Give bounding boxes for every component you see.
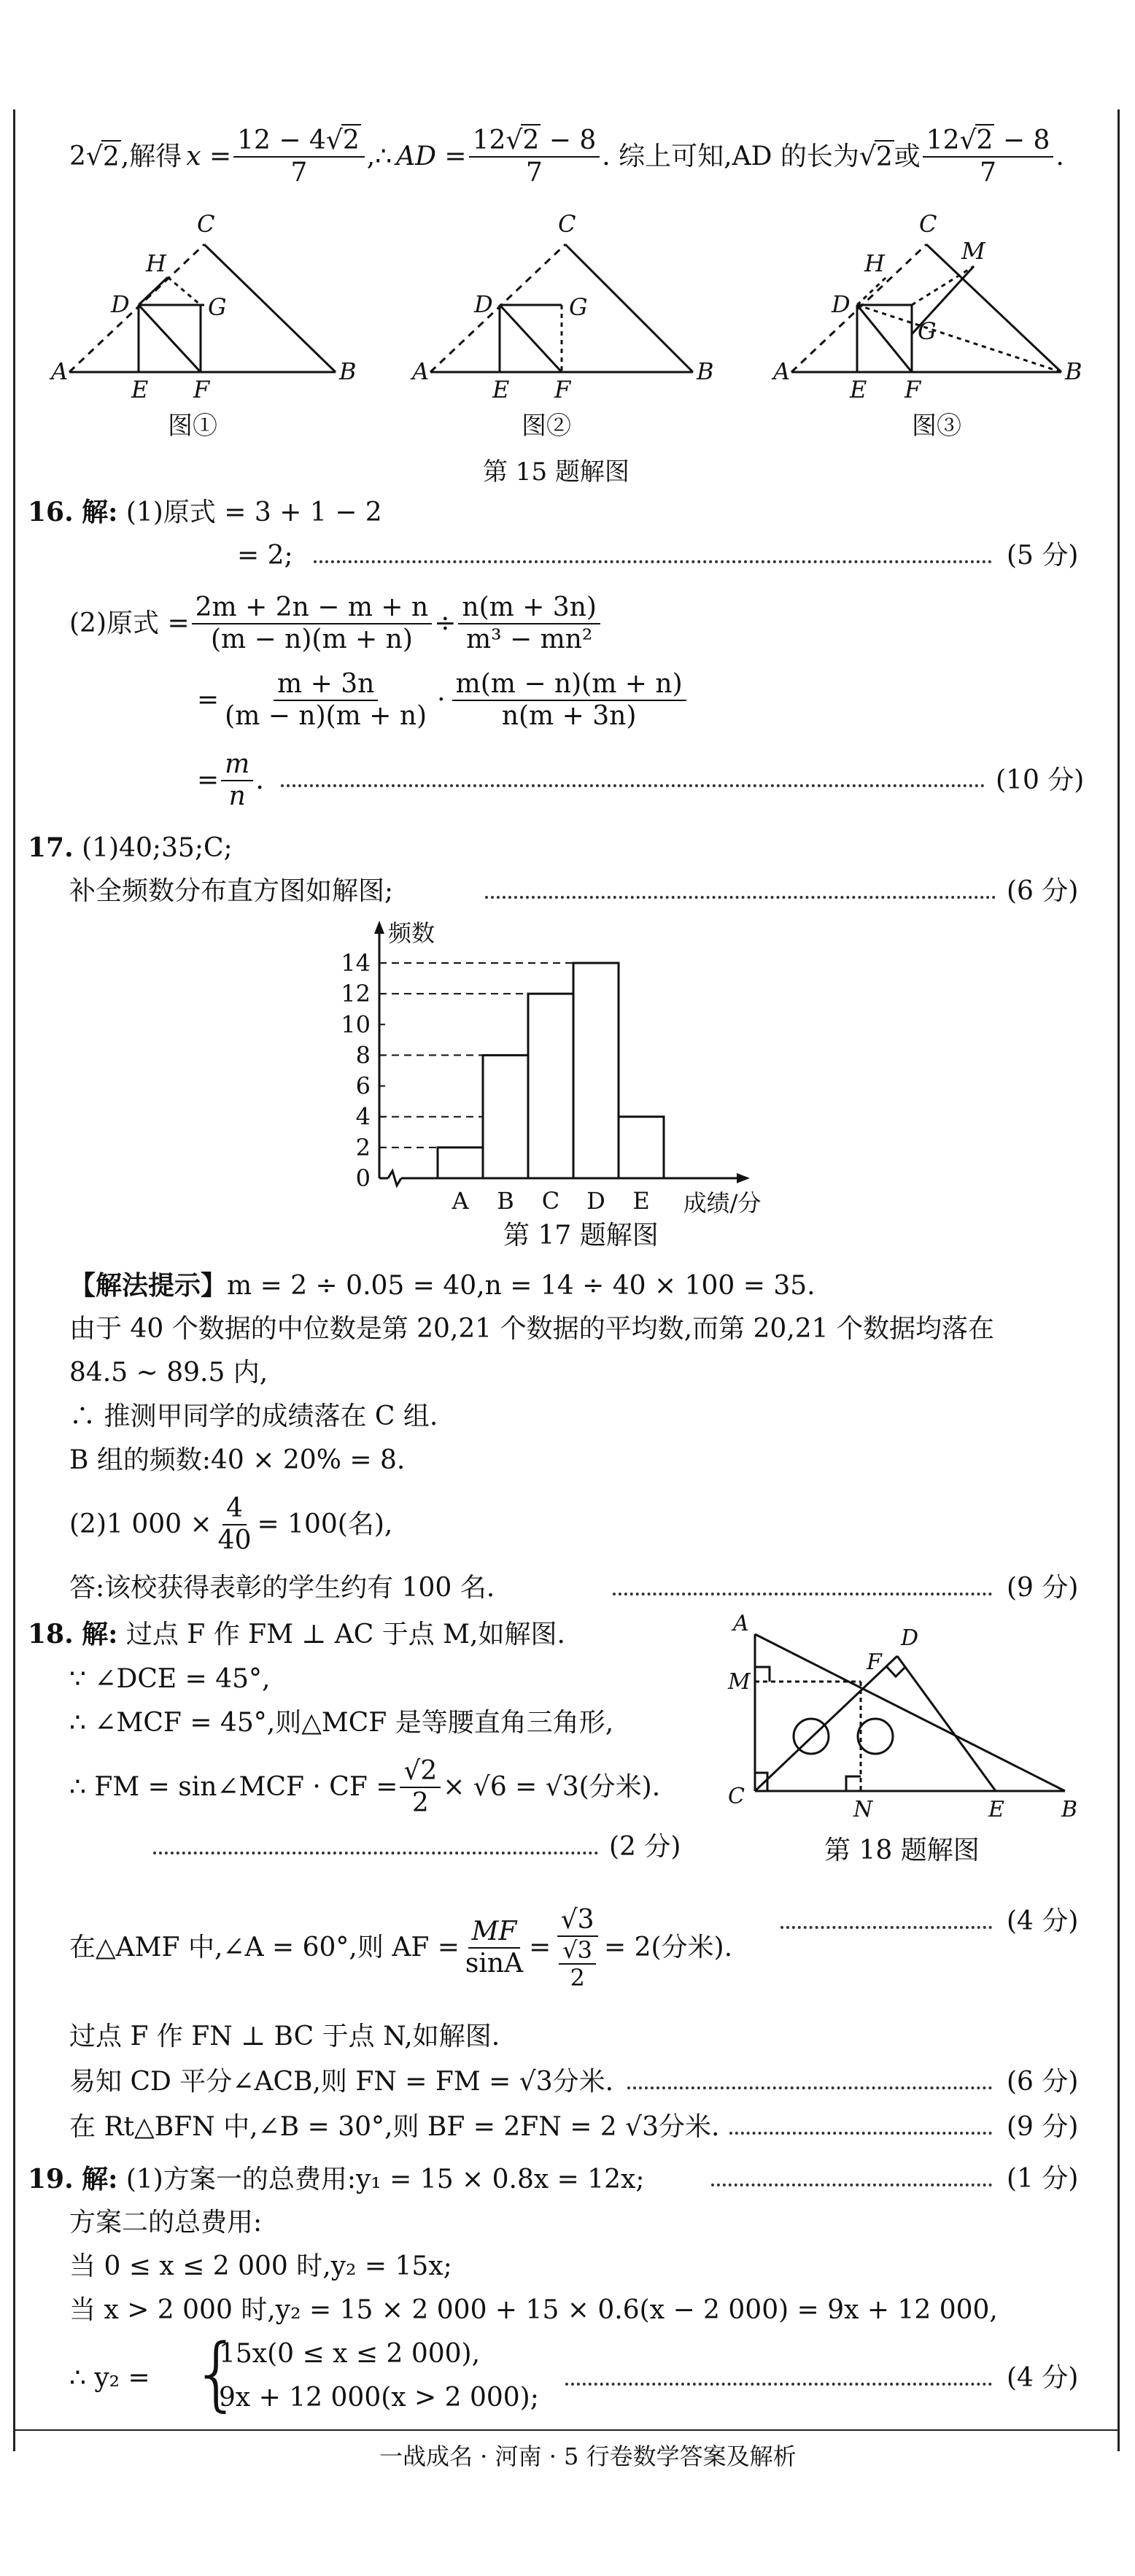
x-tick-label: A bbox=[452, 1187, 469, 1215]
q17-p2 bbox=[69, 1488, 392, 1561]
q15-figures bbox=[0, 204, 1135, 511]
f3-H: H bbox=[864, 250, 885, 277]
q18-D: D bbox=[901, 1625, 919, 1651]
frac1-rad: 2 bbox=[342, 125, 360, 155]
f1-G: G bbox=[208, 293, 227, 321]
q18-caption: 第 18 题解图 bbox=[824, 1836, 980, 1865]
q18-leader-1 bbox=[153, 1852, 598, 1854]
q16-f2-den: m³ − mn² bbox=[465, 624, 593, 654]
q18-leader-2 bbox=[780, 1926, 992, 1929]
q16-period: . bbox=[255, 765, 264, 795]
q18-l5b: = 2(分米). bbox=[604, 1933, 733, 1962]
ad-equals: AD = bbox=[396, 142, 467, 171]
q18-num: 18. bbox=[28, 1619, 74, 1649]
f3-F: F bbox=[904, 376, 921, 403]
q18-l3: ∴ ∠MCF = 45°,则△MCF 是等腰直角三角形, bbox=[69, 1708, 614, 1738]
fraction-x: $\frac{12 - 4√2}{7}$ bbox=[233, 125, 365, 188]
q18-score3: (6 分) bbox=[1007, 2067, 1079, 2097]
x-tick-label: B bbox=[497, 1187, 514, 1215]
q16-f2-num: n(m + 3n) bbox=[458, 592, 600, 624]
q17-bfreq: B 组的频数:40 × 20% = 8. bbox=[69, 1445, 406, 1475]
q18-inner-num: √3 bbox=[559, 1937, 596, 1965]
q16-p2-line1 bbox=[69, 587, 603, 660]
q18-figure bbox=[722, 1605, 1101, 1838]
q18-head bbox=[28, 1618, 565, 1651]
q18-l4a: ∴ FM = sin∠MCF · CF = bbox=[69, 1772, 398, 1802]
q18-frac1 bbox=[400, 1756, 441, 1819]
q16-head bbox=[28, 496, 382, 529]
q17-score1: (6 分) bbox=[1007, 876, 1079, 906]
q17-head bbox=[28, 832, 233, 865]
q16-dot: · bbox=[437, 685, 446, 715]
q18-leader-3 bbox=[627, 2086, 992, 2089]
q18-right-angle-m bbox=[755, 1667, 770, 1682]
x-tick-label: E bbox=[632, 1187, 650, 1215]
period: . bbox=[1055, 142, 1064, 171]
q18-N: N bbox=[853, 1797, 873, 1822]
q16-eq1: = bbox=[197, 685, 220, 715]
q17-num: 17. bbox=[28, 832, 74, 863]
x-tick-label: C bbox=[541, 1187, 560, 1215]
x-tick-label: D bbox=[586, 1187, 605, 1215]
y-axis-label: 频数 bbox=[388, 919, 435, 947]
q16-frac3 bbox=[221, 669, 430, 732]
q17-frac-den: 40 bbox=[217, 1525, 252, 1555]
q16-score2: (10 分) bbox=[996, 765, 1085, 795]
q16-leader-2 bbox=[281, 784, 985, 787]
q18-line-cd bbox=[755, 1656, 897, 1791]
bar-B bbox=[483, 1055, 528, 1178]
q19-leader-2 bbox=[565, 2383, 992, 2386]
q18-B: B bbox=[1061, 1797, 1078, 1822]
q17-frac-num: 4 bbox=[222, 1493, 247, 1525]
q19-brace: { bbox=[191, 2326, 242, 2420]
q16-f3-den: (m − n)(m + n) bbox=[225, 701, 427, 731]
q17-p2-a: (2)1 000 × bbox=[69, 1509, 212, 1539]
q18-frac2-num: MF bbox=[468, 1916, 521, 1949]
f1-F: F bbox=[193, 376, 210, 403]
y-tick-label: 12 bbox=[341, 980, 371, 1008]
q18-l6: 过点 F 作 FN ⊥ BC 于点 N,如解图. bbox=[69, 2022, 500, 2051]
q16-frac4 bbox=[452, 669, 686, 732]
q19-leader-1 bbox=[711, 2184, 992, 2186]
or-text: 或 bbox=[894, 142, 921, 171]
q18-side-ab bbox=[755, 1634, 1065, 1791]
bar-E bbox=[619, 1117, 664, 1178]
q18-score2: (4 分) bbox=[1007, 1906, 1079, 1936]
fraction-ad-alt: 12√2 − 8 7 bbox=[923, 125, 1054, 188]
fraction-ad: $\frac{12√2 - 8}{7}$ bbox=[469, 125, 600, 188]
q16-f4-den: n(m + 3n) bbox=[501, 701, 637, 731]
summary-text: . 综上可知,AD 的长为 bbox=[602, 142, 859, 171]
q18-line-de bbox=[897, 1656, 996, 1791]
q17-leader-2 bbox=[613, 1593, 992, 1596]
f3-E: E bbox=[850, 376, 867, 403]
f2-C: C bbox=[558, 210, 576, 238]
q18-right-angle-d bbox=[886, 1666, 906, 1676]
f2-F: F bbox=[554, 376, 571, 403]
f1-B: B bbox=[339, 357, 357, 385]
frac2-num-b: − 8 bbox=[541, 125, 597, 155]
q16-f3-num: m + 3n bbox=[274, 669, 378, 701]
q16-f5-num: m bbox=[221, 749, 253, 781]
fig15-cap3: 图③ bbox=[912, 411, 961, 441]
radical-sign-2: √ bbox=[859, 142, 876, 171]
f3-B: B bbox=[1065, 357, 1082, 385]
q18-E: E bbox=[988, 1797, 1004, 1822]
q16-p2-line3 bbox=[197, 744, 264, 817]
footer-rule bbox=[13, 2429, 1120, 2431]
fig15-caption: 第 15 题解图 bbox=[483, 457, 630, 487]
q18-inner-den: 2 bbox=[570, 1964, 585, 1992]
fig15-cap1: 图① bbox=[168, 411, 217, 441]
frac1-den: 7 bbox=[290, 158, 308, 187]
q16-f5-den: n bbox=[228, 781, 246, 811]
q18-leader-4 bbox=[729, 2132, 992, 2135]
q18-frac2 bbox=[462, 1916, 527, 1979]
f1-H: H bbox=[146, 250, 166, 277]
frac2-den: 7 bbox=[525, 158, 543, 187]
f1-C: C bbox=[197, 210, 215, 238]
y-tick-label: 0 bbox=[355, 1164, 371, 1192]
f2-B: B bbox=[697, 357, 714, 385]
q16-frac2 bbox=[458, 592, 600, 655]
f2-G: G bbox=[569, 293, 588, 321]
y-tick-label: 10 bbox=[341, 1010, 371, 1039]
q18-frac3-num: √3 bbox=[557, 1905, 598, 1937]
q17-p2-b: = 100(名), bbox=[257, 1509, 393, 1539]
bar-A bbox=[438, 1148, 483, 1178]
q16-f4-num: m(m − n)(m + n) bbox=[452, 669, 686, 701]
lead-radicand: 2 bbox=[101, 140, 121, 174]
q18-l2: ∵ ∠DCE = 45°, bbox=[69, 1664, 271, 1694]
f3-A: A bbox=[773, 357, 791, 385]
therefore-text: ,∴ bbox=[366, 142, 392, 171]
y-tick-label: 4 bbox=[355, 1102, 371, 1131]
f3-M: M bbox=[961, 237, 985, 265]
footer-text: 一战成名 · 河南 · 5 行卷数学答案及解析 bbox=[379, 2442, 797, 2470]
bar-C bbox=[528, 994, 573, 1178]
q19-l5-lead: ∴ y₂ = bbox=[69, 2363, 150, 2393]
x-equals: x = bbox=[186, 142, 232, 171]
bar-D bbox=[573, 963, 619, 1178]
q18-circle-2 bbox=[858, 1719, 893, 1754]
fig15-1 bbox=[69, 244, 336, 372]
q18-frac1-den: 2 bbox=[411, 1788, 429, 1818]
q19-head bbox=[28, 2163, 645, 2196]
f3-C: C bbox=[919, 210, 937, 238]
q17-ans: (1)40;35;C; bbox=[82, 833, 233, 863]
q18-frac3-den bbox=[553, 1937, 602, 1991]
q17-answer: 答:该校获得表彰的学生约有 100 名. bbox=[69, 1573, 495, 1603]
q16-frac5 bbox=[221, 749, 253, 812]
q18-frac3 bbox=[553, 1905, 602, 1991]
q17-score2: (9 分) bbox=[1007, 1573, 1079, 1603]
q18-l5 bbox=[69, 1890, 732, 2006]
q18-frac2-den: sinA bbox=[465, 1949, 524, 1979]
q19-l2: 方案二的总费用: bbox=[69, 2208, 263, 2237]
y-tick-label: 14 bbox=[341, 949, 371, 977]
q18-score1: (2 分) bbox=[609, 1832, 681, 1862]
q16-f1-num: 2m + 2n − m + n bbox=[192, 592, 433, 624]
q16-div: ÷ bbox=[434, 608, 457, 638]
f1-D: D bbox=[111, 290, 130, 318]
q17-leader-1 bbox=[485, 896, 996, 899]
q17-histogram bbox=[336, 912, 919, 1218]
y-tick-label: 6 bbox=[355, 1072, 371, 1100]
q19-l4: 当 x > 2 000 时,y₂ = 15 × 2 000 + 15 × 0.6(x − 2 000) = 9x + 12 000, bbox=[69, 2295, 998, 2325]
q17-hint bbox=[69, 1269, 816, 1302]
frac2-rad: 2 bbox=[522, 125, 540, 155]
frac1-num: 12 − 4 bbox=[237, 125, 326, 155]
radical-sign: √ bbox=[85, 142, 103, 171]
q18-frac1-num: √2 bbox=[400, 1756, 441, 1788]
q18-right-angle-n bbox=[846, 1776, 861, 1791]
q18-jie: 解: bbox=[82, 1619, 118, 1649]
y-axis-arrow bbox=[374, 921, 384, 934]
fig15-cap2: 图② bbox=[522, 411, 571, 441]
q18-F: F bbox=[867, 1649, 882, 1675]
x-axis-break bbox=[388, 1171, 401, 1185]
f2-A: A bbox=[412, 357, 430, 385]
q16-p1-line2: = 2; bbox=[237, 541, 293, 570]
q19-jie: 解: bbox=[82, 2164, 118, 2194]
y-tick-label: 8 bbox=[355, 1041, 371, 1070]
q16-frac1 bbox=[192, 592, 433, 655]
f2-D: D bbox=[474, 290, 493, 318]
q18-l1: 过点 F 作 FM ⊥ AC 于点 M,如解图. bbox=[125, 1620, 565, 1649]
q16-eq2: = bbox=[197, 765, 220, 795]
q17-infer: ∴ 推测甲同学的成绩落在 C 组. bbox=[69, 1401, 438, 1431]
y-tick-label: 2 bbox=[355, 1133, 371, 1161]
q17-frac bbox=[214, 1493, 255, 1556]
q16-score1: (5 分) bbox=[1007, 541, 1079, 570]
q18-frac3-inner bbox=[559, 1937, 596, 1991]
q18-l4 bbox=[69, 1751, 660, 1824]
fig15-2 bbox=[430, 244, 693, 372]
q19-case1: 15x(0 ≤ x ≤ 2 000), bbox=[219, 2339, 481, 2369]
lead-coef: 2 bbox=[69, 142, 86, 171]
x-axis-arrow bbox=[737, 1173, 750, 1183]
q19-num: 19. bbox=[28, 2164, 74, 2194]
q17-line2: 补全频数分布直方图如解图; bbox=[69, 876, 394, 906]
q16-p1-line1: (1)原式 = 3 + 1 − 2 bbox=[125, 498, 382, 527]
q18-l5-eq: = bbox=[529, 1933, 551, 1962]
q17-caption: 第 17 题解图 bbox=[503, 1221, 659, 1250]
q16-p2-line2 bbox=[197, 664, 689, 737]
q16-f1-den: (m − n)(m + n) bbox=[210, 624, 413, 654]
f1-E: E bbox=[131, 376, 149, 403]
solve-text: ,解得 bbox=[120, 142, 182, 171]
q19-l3: 当 0 ≤ x ≤ 2 000 时,y₂ = 15x; bbox=[69, 2251, 452, 2281]
x-axis-label: 成绩/分 bbox=[683, 1189, 762, 1217]
q18-M: M bbox=[728, 1669, 751, 1695]
frac3-rad: 2 bbox=[976, 125, 993, 155]
q18-A: A bbox=[733, 1611, 749, 1636]
q18-l4b: × √6 = √3(分米). bbox=[443, 1772, 661, 1802]
sqrt2-radicand: 2 bbox=[875, 140, 894, 174]
q19-l1: (1)方案一的总费用:y₁ = 15 × 0.8x = 12x; bbox=[125, 2165, 645, 2194]
q16-p2-label: (2)原式 = bbox=[69, 608, 190, 638]
q19-case2: 9x + 12 000(x > 2 000); bbox=[219, 2383, 539, 2413]
q19-score2: (4 分) bbox=[1007, 2363, 1079, 2393]
frac3-den: 7 bbox=[980, 158, 997, 187]
q16-num: 16. bbox=[28, 497, 74, 527]
q17-hint-text: m = 2 ÷ 0.05 = 40,n = 14 ÷ 40 × 100 = 35. bbox=[227, 1271, 816, 1301]
q17-median-2: 84.5 ~ 89.5 内, bbox=[69, 1358, 268, 1388]
q18-l5a: 在△AMF 中,∠A = 60°,则 AF = bbox=[69, 1933, 460, 1962]
q18-score4: (9 分) bbox=[1007, 2112, 1079, 2142]
q15-conclusion-line bbox=[69, 124, 1064, 190]
q17-hint-label: 【解法提示】 bbox=[69, 1270, 228, 1301]
q17-median-1: 由于 40 个数据的中位数是第 20,21 个数据的平均数,而第 20,21 个数据均落在 bbox=[69, 1314, 995, 1344]
f2-E: E bbox=[492, 376, 510, 403]
frac2-num-a: 12 bbox=[472, 125, 506, 155]
q16-leader-1 bbox=[314, 560, 992, 563]
q18-l7: 易知 CD 平分∠ACB,则 FN = FM = √3分米. bbox=[69, 2067, 614, 2097]
f3-G: G bbox=[918, 317, 937, 345]
f1-A: A bbox=[51, 357, 69, 385]
frac3-num-b: − 8 bbox=[994, 125, 1050, 155]
q18-C: C bbox=[728, 1784, 745, 1809]
q19-score1: (1 分) bbox=[1007, 2164, 1079, 2194]
frac3-num-a: 12 bbox=[926, 125, 960, 155]
q18-l8: 在 Rt△BFN 中,∠B = 30°,则 BF = 2FN = 2 √3分米. bbox=[69, 2112, 720, 2142]
q16-jie: 解: bbox=[82, 497, 118, 527]
f3-D: D bbox=[832, 290, 851, 318]
